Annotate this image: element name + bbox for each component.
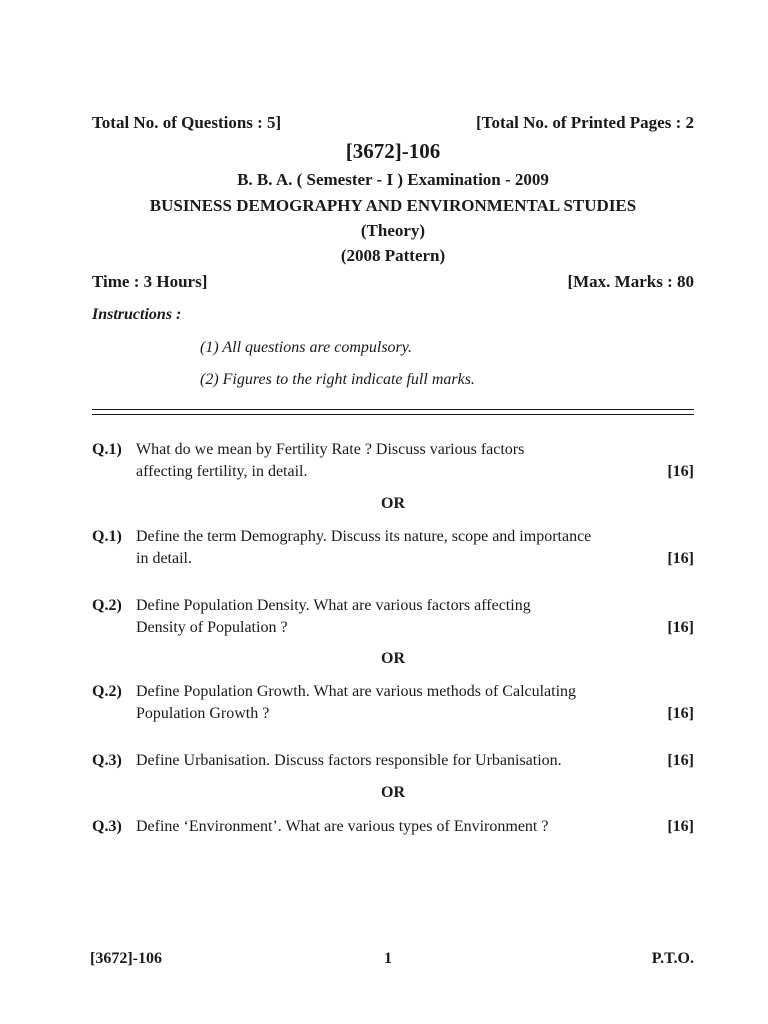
question-number: Q.1) xyxy=(92,528,122,545)
question-marks: [16] xyxy=(667,818,694,835)
question-text: Define Urbanisation. Discuss factors responsible for Urbanisation. xyxy=(136,752,562,769)
question-text: Density of Population ? xyxy=(136,619,288,636)
question-number: Q.2) xyxy=(92,683,122,700)
footer-paper-code: [3672]-106 xyxy=(90,950,162,967)
please-turn-over: P.T.O. xyxy=(651,950,694,967)
paper-pattern: (2008 Pattern) xyxy=(340,246,446,265)
question-number: Q.3) xyxy=(92,752,122,769)
question-text: in detail. xyxy=(136,550,192,567)
exam-title: B. B. A. ( Semester - I ) Examination - 2009 xyxy=(237,170,549,189)
total-questions: Total No. of Questions : 5] xyxy=(92,113,282,132)
question-text: Define Population Density. What are various factors affecting xyxy=(136,597,531,614)
question-number: Q.3) xyxy=(92,818,122,835)
question-text: What do we mean by Fertility Rate ? Discuss various factors xyxy=(136,441,525,458)
question-text: Define ‘Environment’. What are various types of Environment ? xyxy=(136,818,549,835)
divider-rule xyxy=(92,414,694,415)
subject-title: BUSINESS DEMOGRAPHY AND ENVIRONMENTAL STUDIES xyxy=(149,196,637,215)
max-marks: [Max. Marks : 80 xyxy=(567,272,694,291)
or-separator: OR xyxy=(381,495,405,512)
or-separator: OR xyxy=(381,784,405,801)
question-marks: [16] xyxy=(667,619,694,636)
paper-code: [3672]-106 xyxy=(345,139,441,163)
instruction-item: (1) All questions are compulsory. xyxy=(200,339,412,356)
question-marks: [16] xyxy=(667,550,694,567)
paper-type: (Theory) xyxy=(360,221,426,240)
divider-rule xyxy=(92,409,694,410)
total-printed-pages: [Total No. of Printed Pages : 2 xyxy=(476,113,694,132)
instructions-label: Instructions : xyxy=(92,306,182,323)
question-marks: [16] xyxy=(667,705,694,722)
time-allowed: Time : 3 Hours] xyxy=(92,272,208,291)
instruction-item: (2) Figures to the right indicate full marks. xyxy=(200,371,475,388)
question-text: Population Growth ? xyxy=(136,705,270,722)
question-text: affecting fertility, in detail. xyxy=(136,463,308,480)
question-marks: [16] xyxy=(667,752,694,769)
question-number: Q.1) xyxy=(92,441,122,458)
or-separator: OR xyxy=(381,650,405,667)
question-number: Q.2) xyxy=(92,597,122,614)
question-text: Define Population Growth. What are various methods of Calculating xyxy=(136,683,577,700)
question-text: Define the term Demography. Discuss its nature, scope and importance xyxy=(136,528,592,545)
page-number: 1 xyxy=(384,950,392,967)
question-marks: [16] xyxy=(667,463,694,480)
